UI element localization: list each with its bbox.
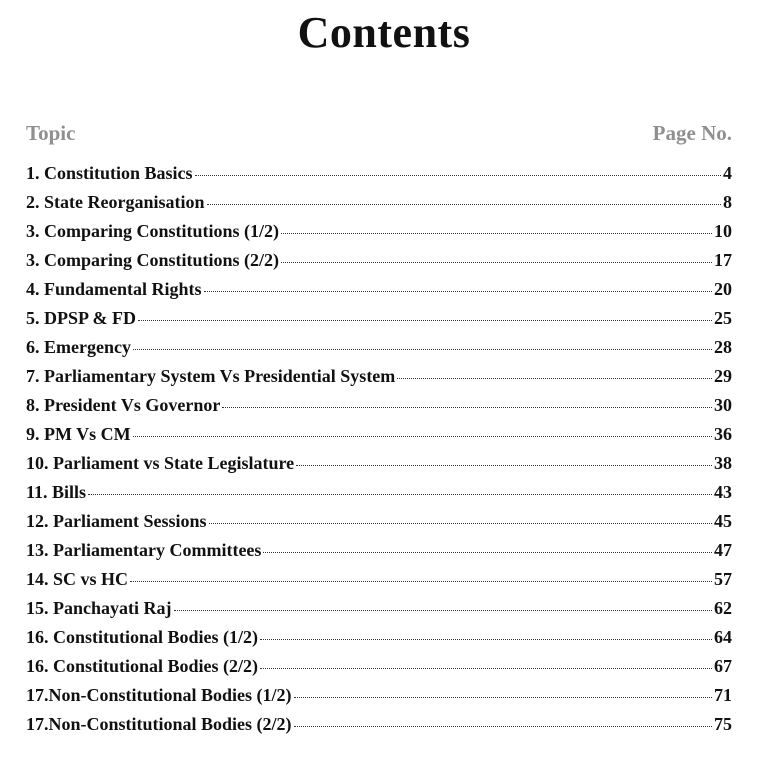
toc-entry-page: 47 (714, 540, 732, 560)
toc-entry[interactable] (26, 334, 732, 363)
toc-entry-topic: 1. Constitution Basics (26, 163, 193, 183)
dot-leader (207, 204, 722, 205)
toc-entry-page: 67 (714, 656, 732, 676)
toc-entry-page: 29 (714, 366, 732, 386)
toc-header (26, 120, 732, 146)
toc-entry[interactable] (26, 537, 732, 566)
toc-entry-topic: 10. Parliament vs State Legislature (26, 453, 295, 473)
toc-entry-topic: 17.Non-Constitutional Bodies (2/2) (26, 714, 292, 734)
toc-entry-page: 20 (714, 279, 732, 299)
toc-entry[interactable] (26, 595, 732, 624)
toc-entry-topic: 9. PM Vs CM (26, 424, 131, 444)
dot-leader (294, 697, 712, 698)
dot-leader (281, 262, 712, 263)
page-column-label: Page No. (652, 121, 732, 145)
toc-entry-topic: 13. Parliamentary Committees (26, 540, 262, 560)
toc-entry-page: 71 (714, 685, 732, 705)
toc-entry-topic: 3. Comparing Constitutions (1/2) (26, 221, 280, 241)
dot-leader (263, 552, 712, 553)
toc-entry-topic: 2. State Reorganisation (26, 192, 205, 212)
dot-leader (294, 726, 712, 727)
toc-entry[interactable] (26, 421, 732, 450)
table-of-contents (26, 160, 732, 740)
dot-leader (130, 581, 712, 582)
toc-entry-topic: 17.Non-Constitutional Bodies (1/2) (26, 685, 292, 705)
toc-entry-page: 30 (714, 395, 732, 415)
toc-entry[interactable] (26, 624, 732, 653)
dot-leader (296, 465, 712, 466)
dot-leader (209, 523, 712, 524)
toc-entry-page: 8 (723, 192, 732, 212)
toc-entry-page: 25 (714, 308, 732, 328)
toc-entry[interactable] (26, 305, 732, 334)
toc-entry-page: 36 (714, 424, 732, 444)
toc-entry-topic: 11. Bills (26, 482, 87, 502)
toc-entry-topic: 5. DPSP & FD (26, 308, 136, 328)
dot-leader (133, 436, 712, 437)
dot-leader (281, 233, 712, 234)
toc-entry[interactable] (26, 363, 732, 392)
toc-entry-topic: 16. Constitutional Bodies (2/2) (26, 656, 259, 676)
toc-entry[interactable] (26, 566, 732, 595)
dot-leader (133, 349, 712, 350)
toc-entry[interactable] (26, 479, 732, 508)
toc-entry-topic: 3. Comparing Constitutions (2/2) (26, 250, 280, 270)
toc-entry-topic: 12. Parliament Sessions (26, 511, 207, 531)
page-title: Contents (297, 8, 471, 57)
toc-entry-page: 57 (714, 569, 732, 589)
toc-entry[interactable] (26, 653, 732, 682)
toc-entry[interactable] (26, 682, 732, 711)
toc-entry-page: 75 (714, 714, 732, 734)
toc-entry-page: 17 (714, 250, 732, 270)
dot-leader (195, 175, 721, 176)
toc-entry-page: 10 (714, 221, 732, 241)
toc-entry[interactable] (26, 160, 732, 189)
toc-entry-page: 43 (714, 482, 732, 502)
toc-entry-topic: 8. President Vs Governor (26, 395, 221, 415)
toc-entry[interactable] (26, 218, 732, 247)
dot-leader (260, 639, 712, 640)
toc-entry[interactable] (26, 247, 732, 276)
toc-entry-topic: 15. Panchayati Raj (26, 598, 172, 618)
toc-entry-page: 28 (714, 337, 732, 357)
dot-leader (397, 378, 712, 379)
dot-leader (260, 668, 712, 669)
dot-leader (138, 320, 712, 321)
toc-entry[interactable] (26, 508, 732, 537)
toc-entry-topic: 14. SC vs HC (26, 569, 129, 589)
dot-leader (174, 610, 713, 611)
toc-entry-topic: 6. Emergency (26, 337, 131, 357)
toc-entry-page: 4 (723, 163, 732, 183)
toc-entry[interactable] (26, 276, 732, 305)
toc-entry-page: 64 (714, 627, 732, 647)
toc-entry[interactable] (26, 189, 732, 218)
toc-entry-topic: 7. Parliamentary System Vs Presidential System (26, 366, 396, 386)
toc-entry[interactable] (26, 392, 732, 421)
dot-leader (88, 494, 712, 495)
toc-entry-page: 62 (714, 598, 732, 618)
toc-entry-topic: 4. Fundamental Rights (26, 279, 202, 299)
toc-entry[interactable] (26, 450, 732, 479)
dot-leader (222, 407, 712, 408)
toc-entry-topic: 16. Constitutional Bodies (1/2) (26, 627, 259, 647)
toc-entry-page: 45 (714, 511, 732, 531)
toc-entry-page: 38 (714, 453, 732, 473)
topic-column-label: Topic (26, 121, 76, 145)
toc-entry[interactable] (26, 711, 732, 740)
dot-leader (204, 291, 712, 292)
